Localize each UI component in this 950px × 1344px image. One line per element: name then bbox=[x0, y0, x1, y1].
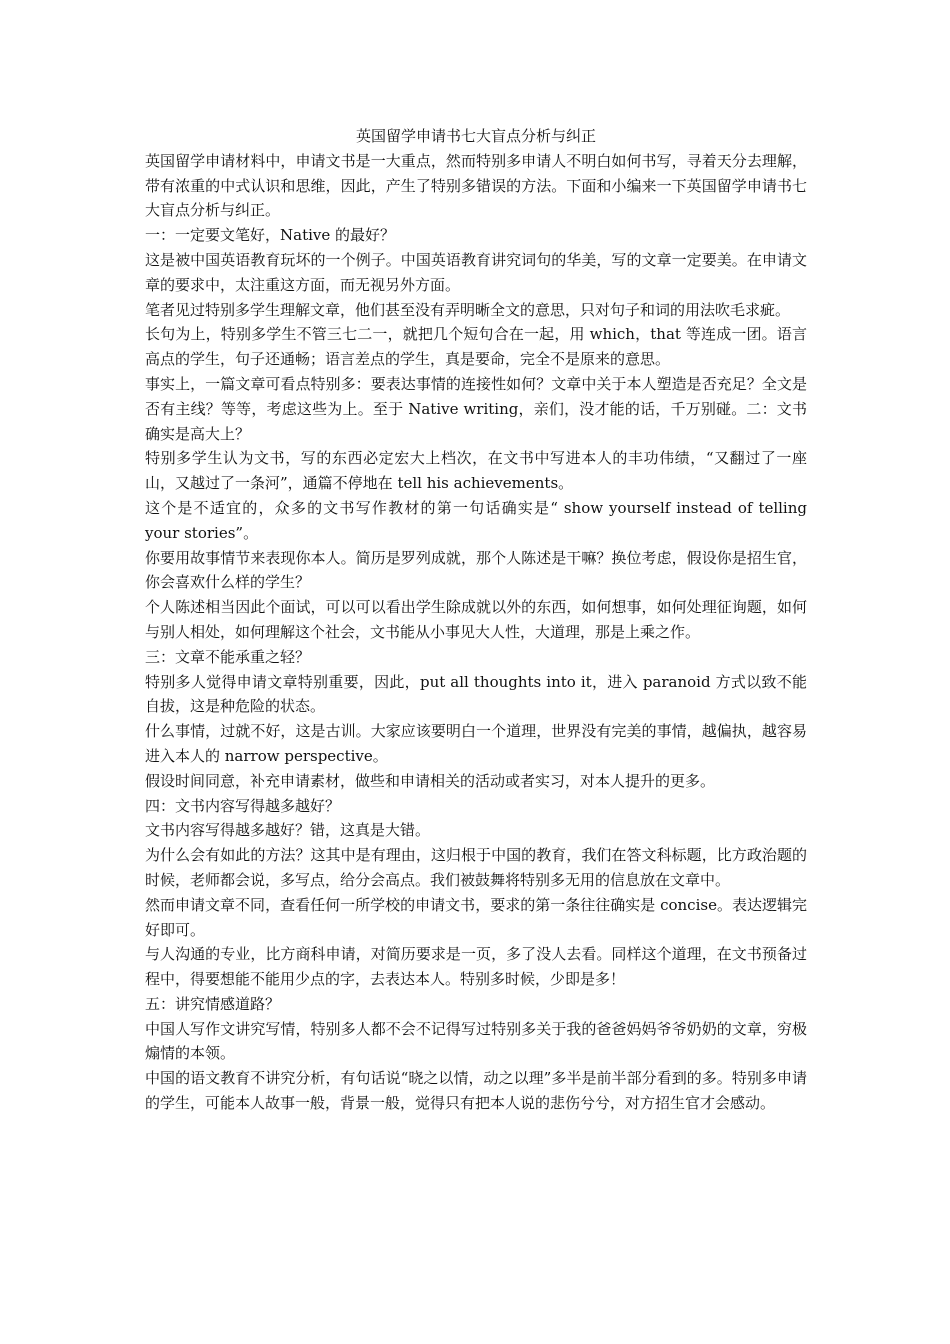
paragraph: 笔者见过特别多学生理解文章，他们甚至没有弄明晰全文的意思，只对句子和词的用法吹毛求疵。 bbox=[145, 300, 791, 319]
paragraph: 个人陈述相当因此个面试，可以可以看出学生除成就以外的东西，如何想事，如何处理征询题，如何与别人相处，如何理解这个社会，文书能从小事见大人性，大道理，那是上乘之作。 bbox=[145, 598, 807, 641]
paragraph: 文书内容写得越多越好？错，这真是大错。 bbox=[145, 821, 431, 840]
section-heading-3: 三：文章不能承重之轻？ bbox=[145, 647, 311, 666]
document-body bbox=[145, 124, 807, 1116]
paragraph: 然而申请文章不同，查看任何一所学校的申请文书，要求的第一条往往确实是 concise。表达逻辑完好即可。 bbox=[145, 895, 807, 939]
intro-paragraph: 英国留学申请材料中，申请文书是一大重点，然而特别多申请人不明白如何书写，寻着天分去理解，带有浓重的中式认识和思维，因此，产生了特别多错误的方法。下面和小编来一下英国留学申请书七大盲点分析与纠正。 bbox=[145, 151, 807, 220]
section-heading-4: 四：文书内容写得越多越好？ bbox=[145, 796, 341, 815]
document-title: 英国留学申请书七大盲点分析与纠正 bbox=[355, 127, 596, 145]
paragraph: 假设时间同意，补充申请素材，做些和申请相关的活动或者实习，对本人提升的更多。 bbox=[145, 771, 716, 790]
paragraph: 长句为上，特别多学生不管三七二一，就把几个短句合在一起，用 which，that 等连成一团。语言高点的学生，句子还通畅；语言差点的学生，真是要命，完全不是原来的意思。 bbox=[145, 325, 807, 369]
paragraph: 与人沟通的专业，比方商科申请，对简历要求是一页，多了没人去看。同样这个道理，在文书预备过程中，得要想能不能用少点的字，去表达本人。特别多时候，少即是多！ bbox=[145, 945, 807, 989]
paragraph: 什么事情，过就不好，这是古训。大家应该要明白一个道理，世界没有完美的事情，越偏执，越容易进入本人的 narrow perspective。 bbox=[145, 722, 807, 765]
paragraph: 为什么会有如此的方法？这其中是有理由，这归根于中国的教育，我们在答文科标题，比方政治题的时候，老师都会说，多写点，给分会高点。我们被鼓舞将特别多无用的信息放在文章中。 bbox=[145, 846, 807, 889]
paragraph: 事实上，一篇文章可看点特别多：要表达事情的连接性如何？文章中关于本人塑造是否充足？全文是否有主线？等等，考虑这些为上。至于 Native writing，亲们，没才能的话，千万别碰。二：文书确实是高大上？ bbox=[145, 374, 807, 443]
paragraph: 这是被中国英语教育玩坏的一个例子。中国英语教育讲究词句的华美，写的文章一定要美。在申请文章的要求中，太注重这方面，而无视另外方面。 bbox=[145, 250, 807, 294]
section-heading-5: 五：讲究情感道路？ bbox=[145, 994, 281, 1013]
paragraph: 中国的语文教育不讲究分析，有句话说“晓之以情，动之以理”多半是前半部分看到的多。特别多申请的学生，可能本人故事一般，背景一般，觉得只有把本人说的悲伤兮兮，对方招生官才会感动。 bbox=[145, 1069, 807, 1113]
paragraph: 特别多人觉得申请文章特别重要，因此，put all thoughts into it，进入 paranoid 方式以致不能自拔，这是种危险的状态。 bbox=[145, 672, 807, 716]
section-heading-1: 一：一定要文笔好，Native 的最好？ bbox=[145, 226, 396, 245]
paragraph: 你要用故事情节来表现你本人。简历是罗列成就，那个人陈述是干嘛？换位考虑，假设你是招生官，你会喜欢什么样的学生？ bbox=[145, 548, 807, 592]
paragraph: 特别多学生认为文书，写的东西必定宏大上档次，在文书中写进本人的丰功伟绩，“又翻过了一座山，又越过了一条河”，通篇不停地在 tell his achievements。 bbox=[145, 449, 807, 493]
paragraph: 中国人写作文讲究写情，特别多人都不会不记得写过特别多关于我的爸爸妈妈爷爷奶奶的文章，穷极煽情的本领。 bbox=[145, 1019, 807, 1063]
paragraph: 这个是不适宜的，众多的文书写作教材的第一句话确实是“ show yourself instead of telling your stories”。 bbox=[145, 498, 807, 542]
